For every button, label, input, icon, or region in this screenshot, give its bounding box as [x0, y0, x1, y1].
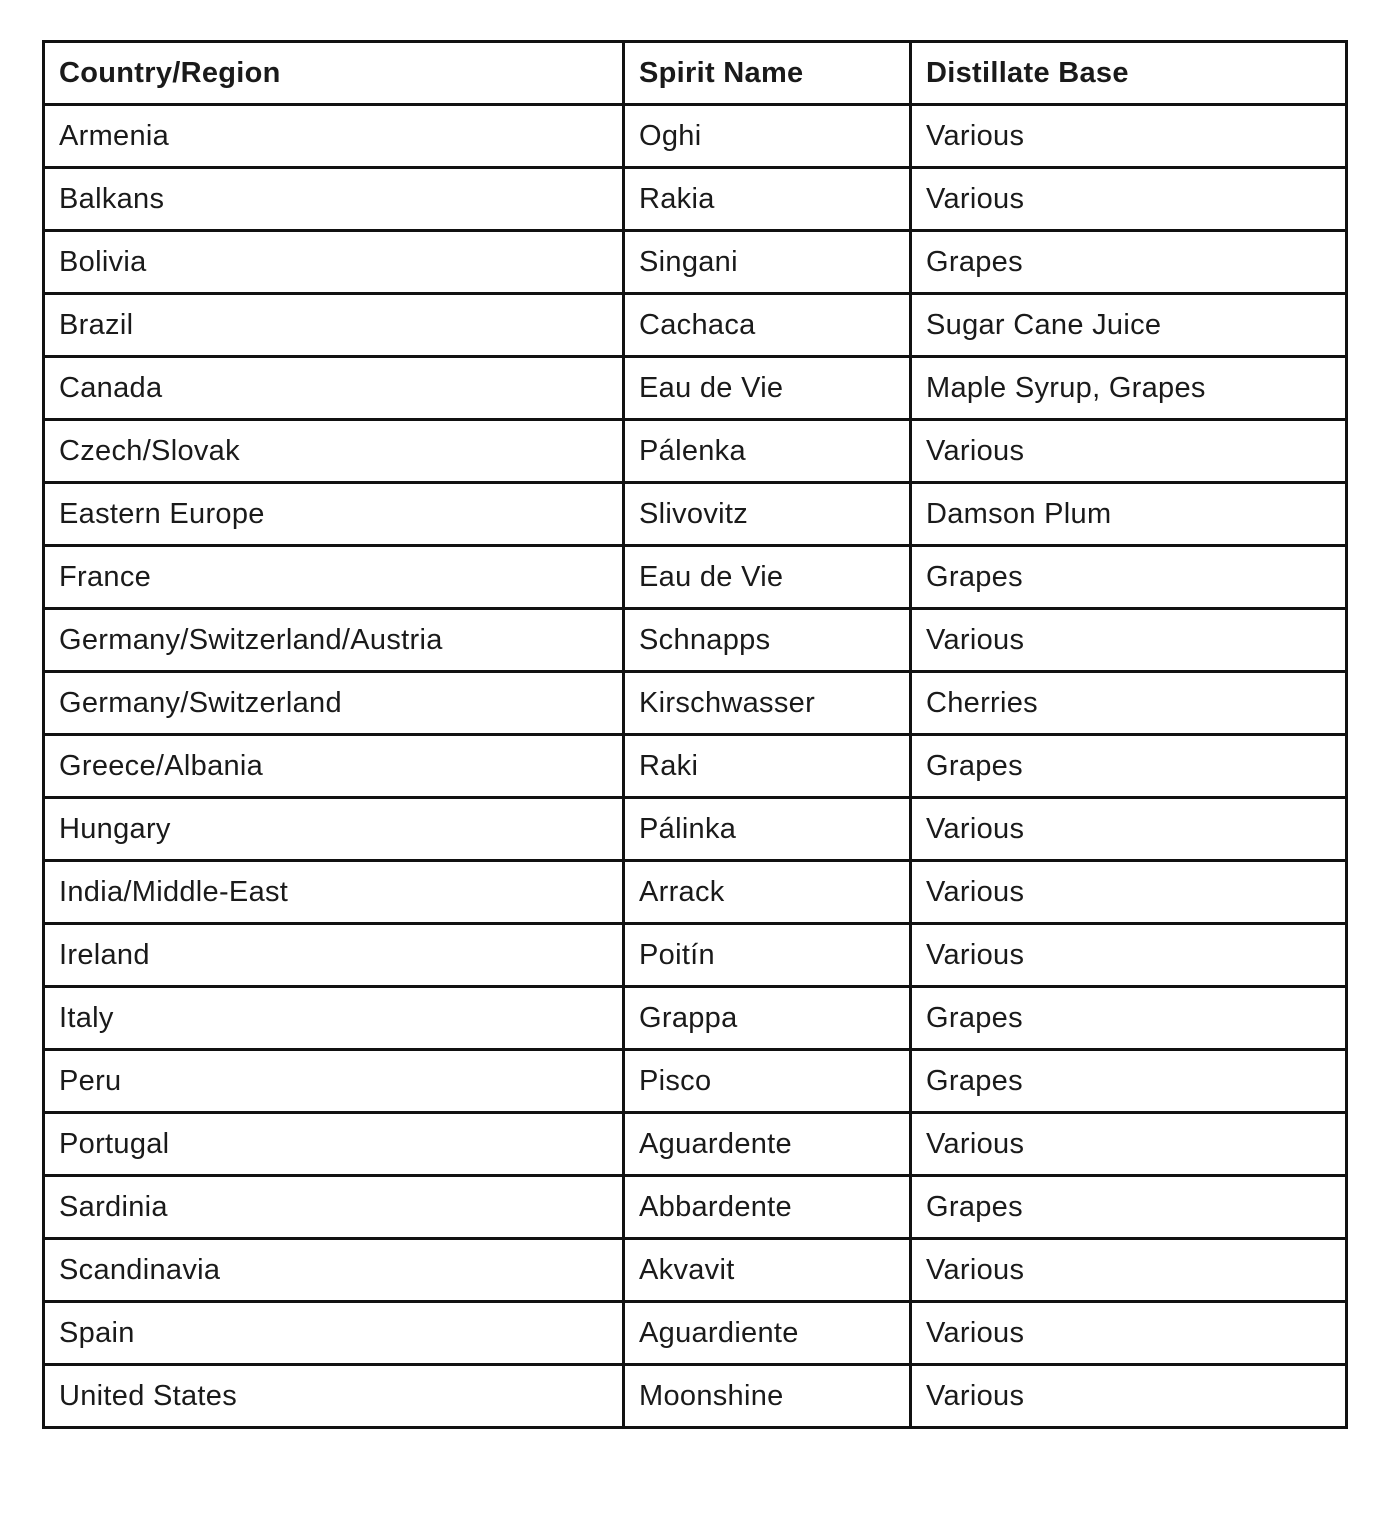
spirit-cell: Schnapps: [624, 609, 911, 672]
table-body: [44, 105, 1347, 1428]
base-cell: Various: [911, 1239, 1347, 1302]
base-cell: Various: [911, 798, 1347, 861]
base-cell: Various: [911, 924, 1347, 987]
country-cell: Czech/Slovak: [44, 420, 624, 483]
spirit-cell: Pálenka: [624, 420, 911, 483]
table-row: [44, 1176, 1347, 1239]
spirit-cell: Raki: [624, 735, 911, 798]
table-row: [44, 357, 1347, 420]
spirit-cell: Rakia: [624, 168, 911, 231]
country-cell: India/Middle-East: [44, 861, 624, 924]
table-row: [44, 735, 1347, 798]
table-row: [44, 924, 1347, 987]
base-cell: Various: [911, 168, 1347, 231]
country-cell: Germany/Switzerland: [44, 672, 624, 735]
base-cell: Grapes: [911, 735, 1347, 798]
table-row: [44, 231, 1347, 294]
base-cell: Cherries: [911, 672, 1347, 735]
table-row: [44, 1302, 1347, 1365]
country-cell: France: [44, 546, 624, 609]
base-cell: Grapes: [911, 1050, 1347, 1113]
country-cell: Canada: [44, 357, 624, 420]
country-cell: Scandinavia: [44, 1239, 624, 1302]
table-row: [44, 420, 1347, 483]
base-cell: Various: [911, 1302, 1347, 1365]
spirit-cell: Aguardiente: [624, 1302, 911, 1365]
spirit-cell: Oghi: [624, 105, 911, 168]
country-cell: Spain: [44, 1302, 624, 1365]
base-cell: Grapes: [911, 987, 1347, 1050]
table-row: [44, 609, 1347, 672]
table-row: [44, 1050, 1347, 1113]
base-cell: Various: [911, 609, 1347, 672]
table-row: [44, 987, 1347, 1050]
spirit-cell: Arrack: [624, 861, 911, 924]
base-cell: Grapes: [911, 1176, 1347, 1239]
base-cell: Sugar Cane Juice: [911, 294, 1347, 357]
spirit-cell: Cachaca: [624, 294, 911, 357]
spirit-cell: Akvavit: [624, 1239, 911, 1302]
table-row: [44, 1365, 1347, 1428]
spirit-cell: Pálinka: [624, 798, 911, 861]
country-cell: Ireland: [44, 924, 624, 987]
country-cell: Hungary: [44, 798, 624, 861]
table-row: [44, 168, 1347, 231]
base-cell: Grapes: [911, 546, 1347, 609]
base-cell: Damson Plum: [911, 483, 1347, 546]
spirit-cell: Moonshine: [624, 1365, 911, 1428]
table-row: [44, 672, 1347, 735]
table-header: [44, 42, 1347, 105]
country-cell: Germany/Switzerland/Austria: [44, 609, 624, 672]
spirit-cell: Kirschwasser: [624, 672, 911, 735]
spirit-cell: Pisco: [624, 1050, 911, 1113]
base-cell: Various: [911, 105, 1347, 168]
table-row: [44, 483, 1347, 546]
country-cell: Portugal: [44, 1113, 624, 1176]
base-cell: Grapes: [911, 231, 1347, 294]
country-cell: Brazil: [44, 294, 624, 357]
base-cell: Various: [911, 1113, 1347, 1176]
spirit-cell: Poitín: [624, 924, 911, 987]
spirit-cell: Aguardente: [624, 1113, 911, 1176]
spirits-table-container: [42, 40, 1345, 1429]
header-country-region: Country/Region: [44, 42, 624, 105]
spirit-cell: Grappa: [624, 987, 911, 1050]
country-cell: Balkans: [44, 168, 624, 231]
table-row: [44, 798, 1347, 861]
table-row: [44, 1113, 1347, 1176]
table-row: [44, 861, 1347, 924]
spirit-cell: Abbardente: [624, 1176, 911, 1239]
base-cell: Maple Syrup, Grapes: [911, 357, 1347, 420]
header-row: [44, 42, 1347, 105]
country-cell: Armenia: [44, 105, 624, 168]
spirits-table: [42, 40, 1348, 1429]
spirit-cell: Eau de Vie: [624, 357, 911, 420]
header-distillate-base: Distillate Base: [911, 42, 1347, 105]
country-cell: Peru: [44, 1050, 624, 1113]
spirit-cell: Eau de Vie: [624, 546, 911, 609]
country-cell: Greece/Albania: [44, 735, 624, 798]
table-row: [44, 105, 1347, 168]
country-cell: Bolivia: [44, 231, 624, 294]
base-cell: Various: [911, 861, 1347, 924]
table-row: [44, 546, 1347, 609]
table-row: [44, 294, 1347, 357]
spirit-cell: Slivovitz: [624, 483, 911, 546]
country-cell: Eastern Europe: [44, 483, 624, 546]
table-row: [44, 1239, 1347, 1302]
country-cell: Italy: [44, 987, 624, 1050]
base-cell: Various: [911, 1365, 1347, 1428]
header-spirit-name: Spirit Name: [624, 42, 911, 105]
country-cell: Sardinia: [44, 1176, 624, 1239]
spirit-cell: Singani: [624, 231, 911, 294]
base-cell: Various: [911, 420, 1347, 483]
country-cell: United States: [44, 1365, 624, 1428]
